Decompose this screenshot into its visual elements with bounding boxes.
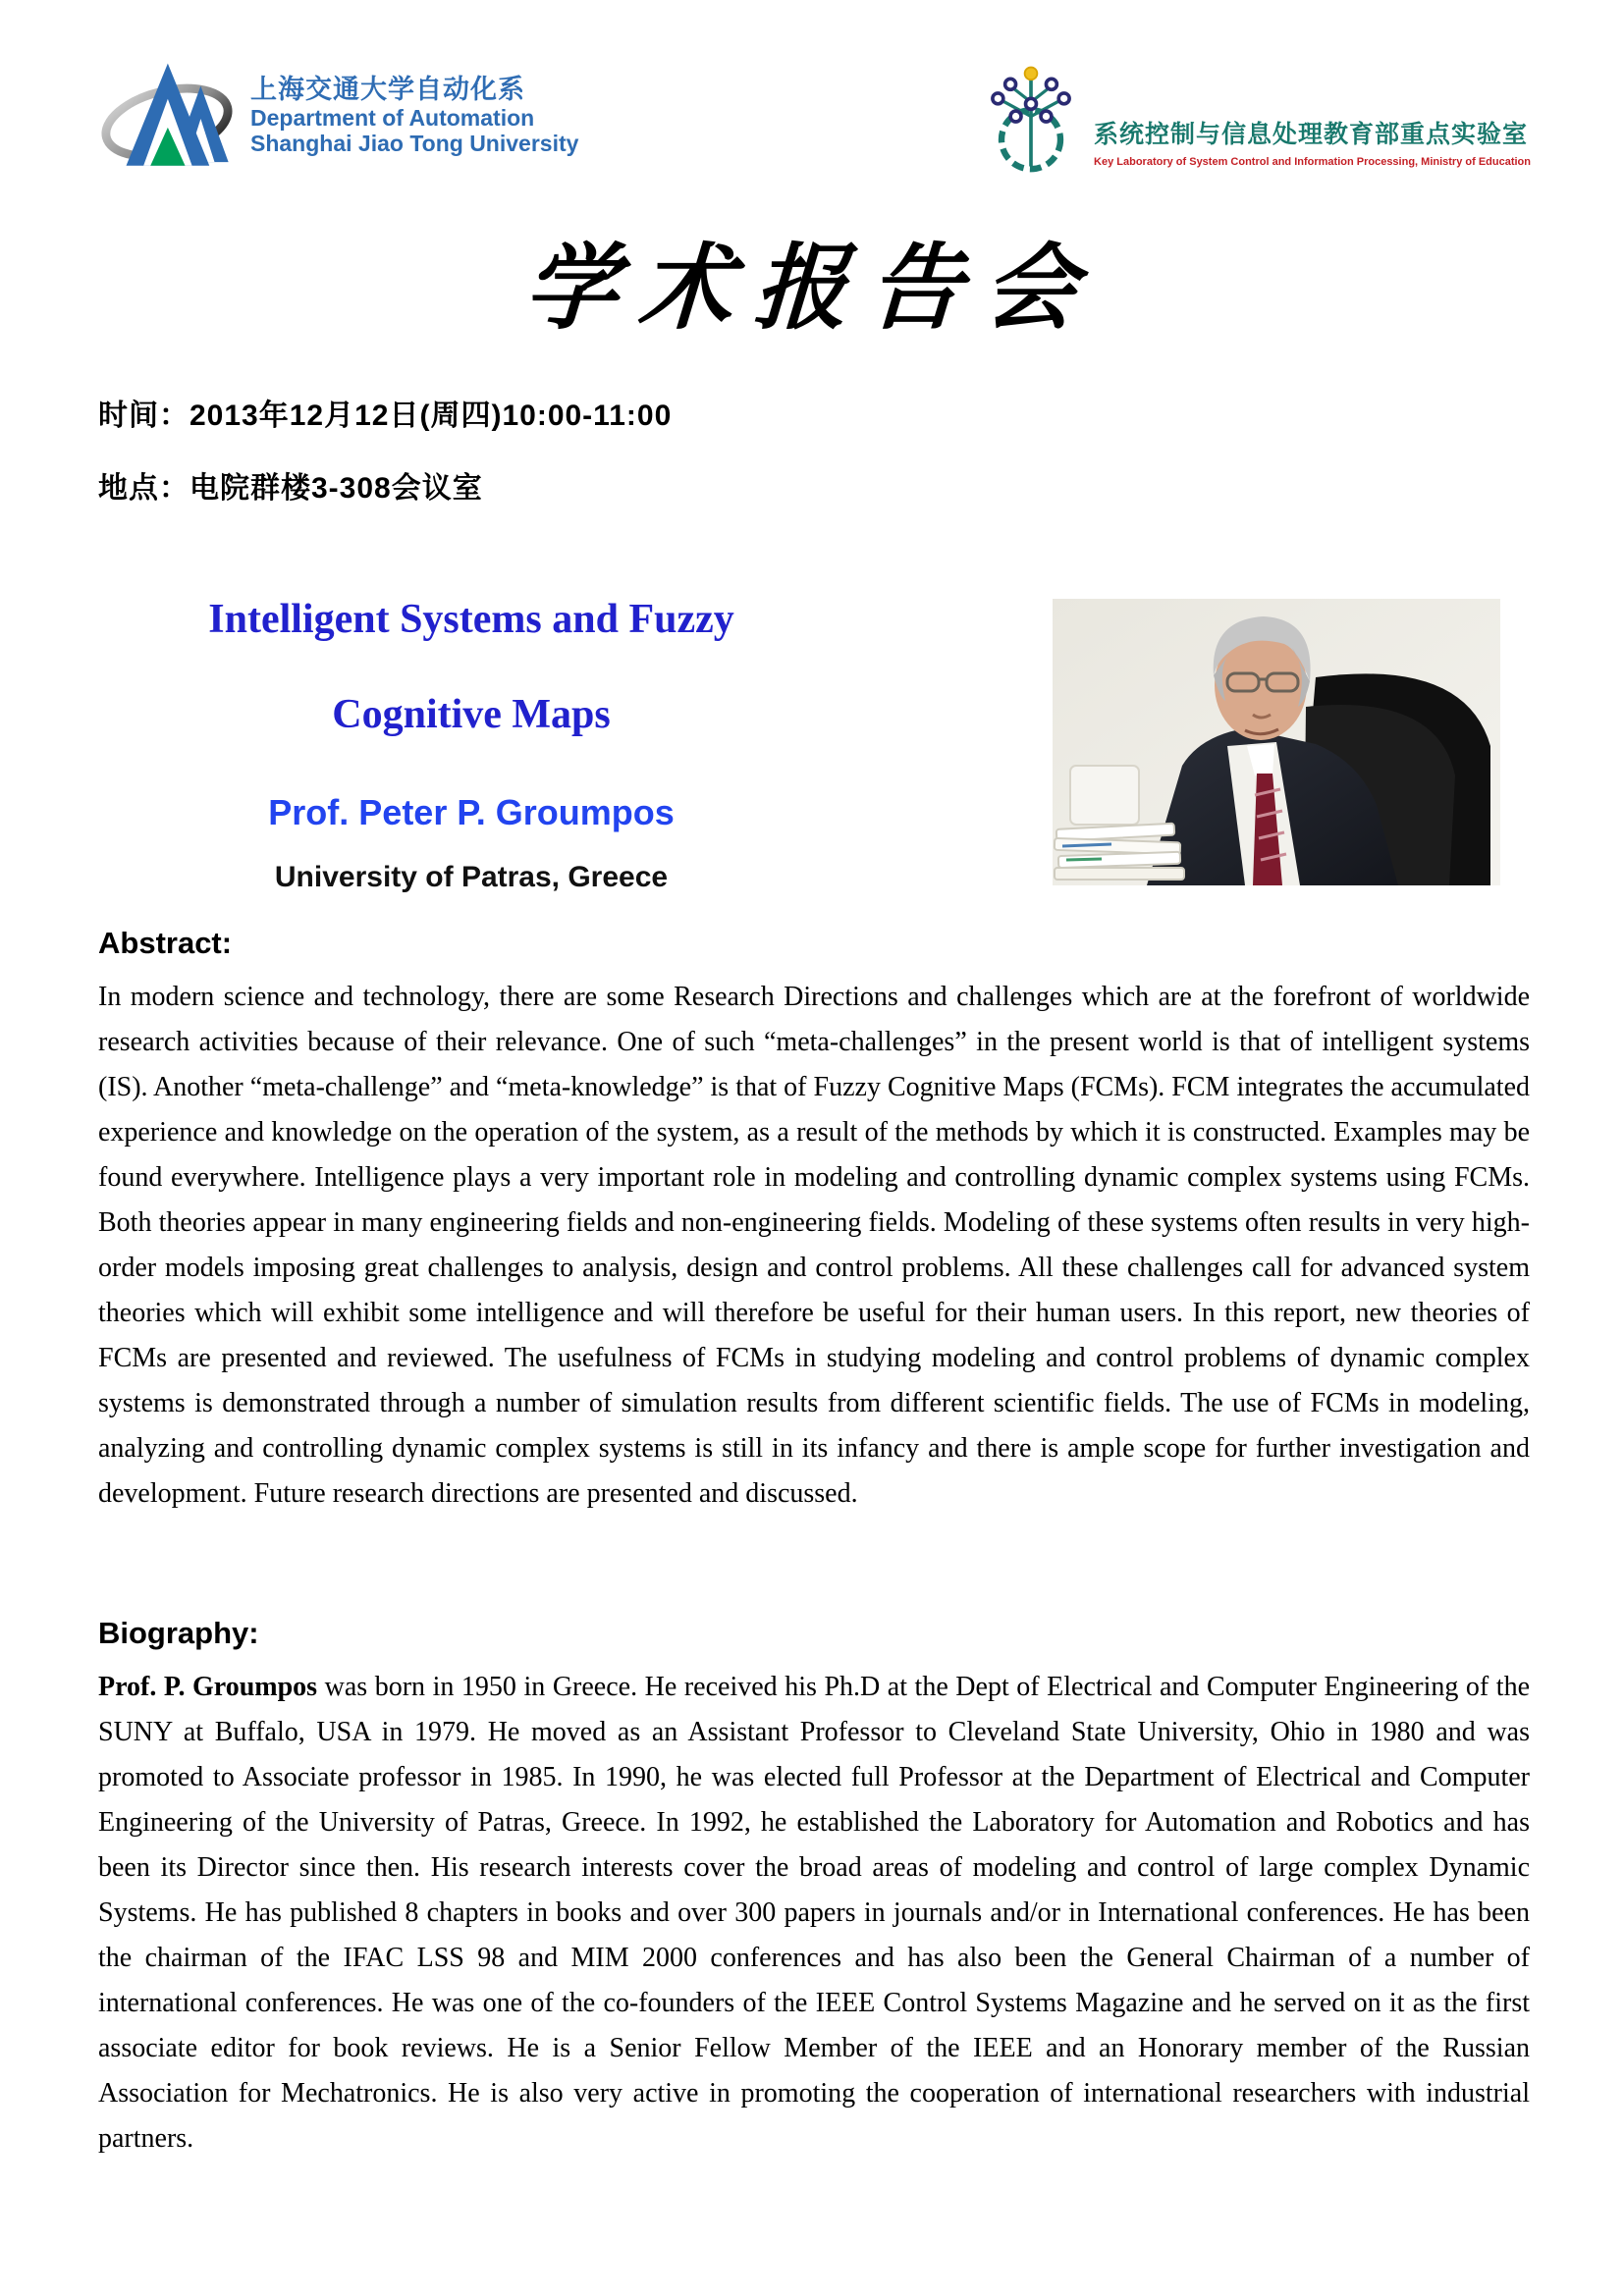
abstract-section: [98, 926, 1530, 1517]
key-lab-name-en: Key Laboratory of System Control and Information Processing, Ministry of Education: [1094, 156, 1531, 168]
time-label: 时间：: [98, 400, 189, 432]
biography-section: [98, 1616, 1530, 2162]
key-lab-text: [1094, 115, 1531, 168]
talk-title-block: [177, 599, 766, 894]
place-label: 地点：: [98, 472, 189, 505]
key-lab-name-cn: 系统控制与信息处理教育部重点实验室: [1094, 121, 1529, 148]
abstract-text: In modern science and technology, there are some Research Directions and challenges which are at the forefront of worldwide research activities because of their relevance. One of such “meta-challenges” in the present world is that of intelligent systems (IS). Another “meta-challenge” and “meta-knowledge” is that of Fuzzy Cognitive Maps (FCMs). FCM integrates the accumulated experience and knowledge on the operation of the system, as a result of the methods by which it is constructed. Examples may be found everywhere. Intelligence plays a very important role in modeling and controlling dynamic complex systems using FCMs. Both theories appear in many engineering fields and non-engineering fields. Modeling of these systems often results in very high-order models imposing great challenges to analysis, design and control problems. All these challenges call for advanced system theories which will exhibit some intelligence and will therefore be useful for their human users. In this report, new theories of FCMs are presented and reviewed. The usefulness of FCMs in studying modeling and control problems of dynamic complex systems is demonstrated through a number of simulation results from different scientific fields. The use of FCMs in modeling, analyzing and controlling dynamic complex systems is still in its infancy and there is ample scope for further investigation and development. Future research directions are presented and discussed.: [98, 982, 1530, 1509]
header: [93, 47, 1531, 177]
event-meta: [98, 391, 672, 536]
speaker-photo: [1053, 599, 1500, 885]
sjtu-dept-en: Department of Automation: [250, 104, 535, 131]
banner-title: 学术报告会: [521, 235, 1102, 343]
place-value: 电院群楼3-308会议室: [189, 472, 483, 505]
talk-header: [98, 587, 1530, 894]
sjtu-automation-logo-icon: [93, 47, 241, 177]
abstract-heading: Abstract:: [98, 926, 233, 960]
biography-body: was born in 1950 in Greece. He received his Ph.D at the Dept of Electrical and Computer Engineering of the SUNY at Buffalo, USA in 1979. He moved as an Assistant Professor to Cleveland State University, Ohio in 1980 and was promoted to Associate professor in 1985. In 1990, he was elected full Professor at the Department of Electrical and Computer Engineering of the University of Patras, Greece. In 1992, he established the Laboratory for Automation and Robotics and has been its Director since then. His research interests cover the broad areas of modeling and control of large complex Dynamic Systems. He has published 8 chapters in books and over 300 papers in journals and/or in International conferences. He has been the chairman of the IFAC LSS 98 and MIM 2000 conferences and has also been the General Chairman of a number of international conferences. He was one of the co-founders of the IEEE Control Systems Magazine and he served on it as the first associate editor for book reviews. He is a Senior Fellow Member of the IEEE and an Honorary member of the Russian Association for Mechatronics. He is also very active in promoting the cooperation of international researchers with industrial partners.: [98, 1672, 1530, 2154]
sjtu-univ-en: Shanghai Jiao Tong University: [250, 130, 579, 156]
talk-title-line2: Cognitive Maps: [332, 692, 611, 737]
event-place: [98, 463, 672, 507]
speaker-portrait-illustration: [1053, 599, 1500, 885]
biography-lead-name: Prof. P. Groumpos: [98, 1672, 318, 1702]
biography-heading: Biography:: [98, 1616, 259, 1650]
speaker-name: Prof. Peter P. Groumpos: [268, 792, 675, 832]
speaker-affiliation: University of Patras, Greece: [274, 861, 669, 893]
time-value: 2013年12月12日(周四)10:00-11:00: [189, 400, 673, 432]
key-lab-logo-icon: [982, 59, 1080, 175]
sjtu-name-cn: 上海交通大学自动化系: [250, 74, 525, 104]
event-time: [98, 391, 672, 434]
key-lab-logo: [982, 59, 1531, 175]
talk-title-line1: Intelligent Systems and Fuzzy: [208, 597, 734, 642]
sjtu-automation-logo: [93, 47, 578, 177]
sjtu-logo-text: [250, 68, 578, 157]
biography-text: [98, 1665, 1530, 2162]
